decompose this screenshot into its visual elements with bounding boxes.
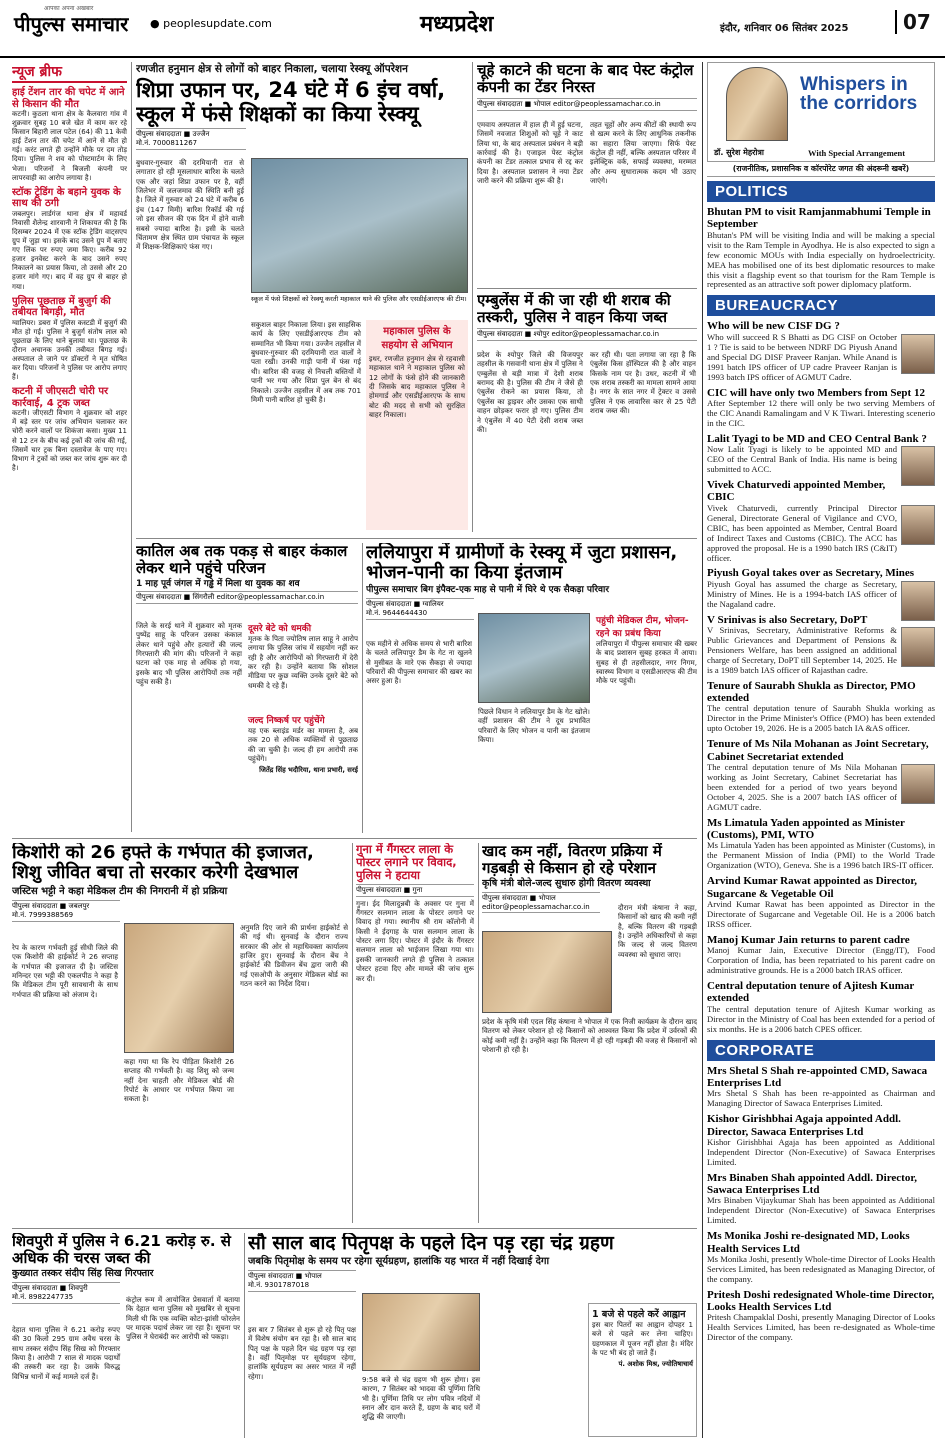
- brief-title-3: पुलिस पूछताछ में बुजुर्ग की तबीयत बिगड़ी, मौत: [12, 295, 111, 319]
- story-headline[interactable]: सौ साल बाद पितृपक्ष के पहले दिन पड़ रहा चंद्र ग्रहण: [248, 1233, 614, 1254]
- story-subhead: जबकि पितृमोक्ष के समय पर रहेगा सूर्यग्रहण, हालांकि यह भारत में नहीं दिखाई देगा: [248, 1256, 550, 1268]
- story-body-2: कर रही थी। पता लगाया जा रहा है कि एंबुलेंस किस हॉस्पिटल की है और वाहन किसके नाम पर है। उधर, कटनी में भी एक शराब तस्करी का मामला सामने आया है। नगर के सात नगर में ट्रेक्टर व उससे पुलिस ने एक लावारिस कार से 25 पेटी शराब जब्त की।: [590, 350, 696, 416]
- bureau-title-7: Tenure of Saurabh Shukla as Director, PMO extended: [707, 679, 916, 705]
- brief-body-3: ग्वालियर। डबरा में पुलिस कस्टडी में बुजुर्ग की मौत हो गई। पुलिस ने बुजुर्ग संतोष लाल को पूछताछ के लिए थाने बुलाया था। पूछताछ के दौरान अचानक उनकी तबीयत बिगड़ गई। अस्पताल ले जाने पर डॉक्टरों ने मृत घोषित कर दिया। परिजनों ने पुलिस पर आरोप लगाए हैं।: [12, 318, 127, 382]
- story-eclipse: [248, 1233, 697, 1438]
- story-kicker: रणजीत हनुमान क्षेत्र से लोगों को बाहर निकाला, चलाया रेस्क्यू ऑपरेशन: [136, 63, 408, 75]
- news-brief: [12, 62, 127, 832]
- story-byline: पीपुल्स संवाददाता ■ उज्जैन मो.नं. 7000811267: [136, 128, 246, 150]
- story-body-2: कंट्रोल रूम में आयोजित प्रेसवार्ता में बताया कि देहात थाना पुलिस को मुखबिर से सूचना मिली थी कि एक व्यक्ति कोटा-झांसी फोरलेन पर मादक पदार्थ लेकर जा रहा है। सूचना पर पुलिस ने घेराबंदी कर आरोपी को पकड़ा।: [126, 1295, 240, 1342]
- box-title: पहुंची मेडिकल टीम, भोजन-रहने का प्रबंध किया: [596, 616, 689, 639]
- globe-icon: ●: [150, 17, 160, 30]
- box-by: पं. अशोक मिश्र, ज्योतिषाचार्य: [618, 1360, 693, 1369]
- brief-title-4: कटनी में जीएसटी चोरी पर कार्रवाई, 4 ट्रक जब्त: [12, 386, 109, 409]
- ritual-photo: [362, 1293, 480, 1371]
- masthead: [0, 0, 945, 58]
- whispers-ribbon: (राजनीतिक, प्रशासनिक व कॉरपोरेट जगत की अंदरूनी खबरें): [707, 162, 935, 177]
- story-headline[interactable]: ललियापुरा में ग्रामीणों के रेस्क्यू में जुटा प्रशासन, भोजन-पानी का किया इंतजाम: [366, 543, 678, 584]
- story-body-1: प्रदेश के श्योपुर जिले की विजयपुर तहसील के गसवानी थाना क्षेत्र में पुलिस ने एम्बुलेंस से बड़ी मात्रा में देशी शराब बरामद की है। पुलिस की टीम ने जैसे ही एंबुलेंस रोकने का प्रयास किया, तो एंबुलेंस का ड्राइवर और उसका एक साथी वाहन छोड़कर फरार हो गए। पुलिस टीम ने एंबुलेंस में 40 पेटी देसी शराब जब्त की।: [477, 350, 583, 434]
- story-byline: पीपुल्स संवाददाता ■ भोपाल मो.नं. 9301787018: [248, 1270, 356, 1292]
- story-body-1: जिले के सरई थाने में शुक्रवार को मृतक पुष्पेंद्र साहू के परिजन उसका कंकाल लेकर थाने पहुंचे और हत्यारों की जल्द गिरफ्तारी की मांग की। परिजनों ने कहा घटना को एक माह से अधिक हो गया, इसके बाद भी पुलिस आरोपियों तक नहीं पहुंच सकी है।: [136, 621, 242, 687]
- story-pest-control: [477, 62, 697, 287]
- story-body-1: देहात थाना पुलिस ने 6.21 करोड़ रुपए की 30 किलो 295 ग्राम अवैध चरस के साथ तस्कर संदीप सिंह सिख को गिरफ्तार किया है। आरोपी 7 साल से मादक पदार्थों की तस्करी कर रहा है। उसके विरुद्ध विभिन्न थानों में कई मामले दर्ज हैं।: [12, 1325, 120, 1381]
- story-body-2: सकुशल बाहर निकाला लिया। इस साहसिक कार्य के लिए एसडीईआरएफ टीम को सम्मानित भी किया गया। उज्जैन तहसील में बुधवार-गुरुवार की दरमियानी रात वालों ने पता रखी। उनकी गाड़ी पानी में फंस गई थी। बारिश की वजह से निचली बस्तियों में पानी भर गया और शिप्रा पुल बेन से बंद निकाले। उज्जैन तहसील में अब तक 701 मिमी पानी बारिश हो चुकी है।: [251, 320, 361, 404]
- story-subhead: पीपुल्स समाचार बिग इंपैक्ट-एक माह से पानी में घिरे थे एक सैकड़ा परिवार: [366, 585, 610, 596]
- sidebar-box: [366, 320, 468, 530]
- story-byline: पीपुल्स संवाददाता ■ जबलपुर मो.नं. 7999388569: [12, 900, 120, 922]
- officer-thumb: [901, 505, 935, 545]
- story-body-1: एमवाय अस्पताल में हाल ही में हुई घटना, जिसमें नवजात शिशुओं को चूहे ने काट लिया था, के बाद अस्पताल प्रबंधन ने बड़ी कार्रवाई की है। एजाइल पेस्ट कंट्रोल कंपनी का टेंडर तत्काल प्रभाव से रद्द कर दिया है। अस्पताल प्रशासन ने नया टेंडर जारी करने की प्रक्रिया शुरू की है।: [477, 120, 583, 186]
- brief-title-2: स्टॉक ट्रेडिंग के बहाने युवक के साथ की ठगी: [12, 186, 121, 210]
- story-body-2: 9:58 बजे से चंद्र ग्रहण भी शुरू होगा। इस कारण, 7 सितंबर को भादवा की पूर्णिमा तिथि भी है। पूर्णिमा तिथि पर लोग पवित्र नदियों में स्नान और दान करते हैं, ग्रहण के बाद घरों में शुद्धि की जाएगी।: [362, 1375, 480, 1422]
- bureau-body-9: Ms Limatula Yaden has been appointed as Minister (Customs), in the Permanent Mission of India (PMI) to the World Trade Organization (WTO), Geneva. She is a 1996 batch IRS-IT officer.: [707, 840, 935, 871]
- story-body-1: बुधवार-गुरुवार की दरमियानी रात से लगातार हो रही मूसलाधार बारिश के चलते एक और जहां शिप्रा उफान पर है, वहीं जिलेभर में जलजमाव की स्थिति बनी हुई है। जिले में गुरुवार को 24 घंटे में करीब 6 इंच (147 मिमी) बारिश रिकॉर्ड की गई जो इस सीजन की एक दिन में होने वाली सबसे ज्यादा बारिश है। इसी के चलते चिंतामण क्षेत्र स्थित ग्राम पंचायत के स्कूल में शिक्षक-शिक्षिकाएं फंस गए।: [136, 158, 244, 252]
- astro-box: [588, 1303, 697, 1437]
- story-guna: [356, 843, 474, 1223]
- bureau-title-4: Vivek Chaturvedi appointed Member, CBIC: [707, 479, 886, 504]
- politics-body-1: Bhutan's PM will be visiting India and will be making a special visit to the Ram Temple in Ayodhya. He is also expected to sign a few economic MOUs with India especially on hydroelectricity. MEA has mobilised one of its best diplomatic resources to make this visit a flagship event so that tourism for the Ram Temple is represented as an attractive soft power diplomacy platform.: [707, 229, 935, 290]
- story-byline: पीपुल्स संवाददाता ■ गुना: [356, 884, 474, 897]
- brief-body-4: कटनी। जीएसटी विभाग ने शुक्रवार को शहर में बड़े स्तर पर जांच अभियान चलाकर कर चोरी करने वालों पर शिकंजा कसा। मुख्य 11 से 12 टन के बीच कई ट्रकों की जांच की गई, जिसमें चार ट्रक बिना दस्तावेज के पाए गए। विभाग ने ट्रकों को जब्त कर जांच शुरू कर दी है।: [12, 409, 127, 472]
- officer-thumb: [901, 334, 935, 374]
- quote-title: जल्द निष्कर्ष पर पहुंचेंगे: [248, 716, 325, 726]
- story-body-1: प्रदेश के कृषि मंत्री एदल सिंह कंषाना ने भोपाल में एक निजी कार्यक्रम के दौरान खाद वितरण को लेकर परेशान हो रहे किसानों को आश्वस्त किया कि प्रदेश में उर्वरकों की कोई कमी नहीं है। उन्होंने कहा कि वितरण में हो रही गड़बड़ी की वजह से किसानों को परेशानी हो रही है।: [482, 1017, 697, 1055]
- whispers-column: [707, 62, 935, 1442]
- story-fertilizer: [482, 843, 697, 1223]
- side-box-threat: [248, 621, 358, 711]
- brief-title-1: हाई टेंशन तार की चपेट में आने से किसान की मौत: [12, 87, 125, 110]
- arrangement-note: With Special Arrangement: [808, 148, 906, 158]
- story-headline[interactable]: गुना में गैंगस्टर लाला के पोस्टर लगाने पर विवाद, पुलिस ने हटाया: [356, 843, 457, 882]
- bureau-body-1: Who will succeed R S Bhatti as DG CISF on October 1 ? Tie is said to be between NDRF DG Piyush Anand and Special DG DISF Praveer Ranjan. While Anand is 1991 batch IPS officer of UP cadre Praveer Ranjan is 1993 batch IPS officer of AGMUT Cadre.: [707, 333, 935, 383]
- corp-title-4: Ms Monika Joshi re-designated MD, Looks Health Services Ltd: [707, 1230, 910, 1255]
- bureau-title-2: CIC will have only two Members from Sept 12: [707, 386, 925, 399]
- story-lalitpura: [366, 543, 697, 833]
- quote-body: यह एक ब्लाइंड मर्डर का मामला है, अब तक 20 से अधिक व्यक्तियों से पूछताछ की जा चुकी है। जल्द ही हम आरोपी तक पहुंचेंगे।: [248, 726, 358, 764]
- bureau-title-10: Arvind Kumar Rawat appointed as Director, Sugarcane & Vegetable Oil: [707, 875, 918, 900]
- officer-thumb: [901, 627, 935, 667]
- bureau-title-11: Manoj Kumar Jain returns to parent cadre: [707, 933, 910, 946]
- corp-body-3: Mrs Binaben Vijaykumar Shah has been appointed as Additional Independent Director (Non-Executive) of Sawaca Enterprises Limited.: [707, 1195, 935, 1226]
- bureau-body-10: Arvind Kumar Rawat has been appointed as Director in the Directorate of Sugarcane and Vegetable Oil. He is a 2006 batch IRSS officer.: [707, 899, 935, 929]
- story-byline: पीपुल्स संवाददाता ■ ग्वालियर मो.नं. 9644644430: [366, 598, 474, 620]
- quote-box: [248, 713, 358, 831]
- story-byline: पीपुल्स संवाददाता ■ भोपाल editor@peoplessamachar.co.in: [477, 98, 697, 111]
- photo-caption: स्कूल में फंसे शिक्षकों को रेस्क्यू करती महाकाल थाने की पुलिस और एसडीईआरएफ की टीम।: [251, 295, 467, 303]
- section-title: मध्यप्रदेश: [420, 12, 494, 37]
- officer-thumb: [901, 764, 935, 804]
- corp-body-4: Ms Monika Joshi, presently Whole-time Director of Looks Health Services Limited, has been redesignated as Managing Director, of the company.: [707, 1253, 935, 1284]
- minister-photo: [482, 931, 612, 1013]
- bureau-body-11: Manoj Kumar Jain, Executive Director (Engg/IT), Food Corporation of India, has been repatriated to his parent cadre on administrative grounds. He is a 2000 batch IRAS officer.: [707, 945, 935, 976]
- story-subhead: जस्टिस भट्टी ने कहा मेडिकल टीम की निगरानी में हो प्रक्रिया: [12, 886, 228, 898]
- story-headline[interactable]: कातिल अब तक पकड़ से बाहर कंकाल लेकर थाने पहुंचे परिजन: [136, 543, 348, 577]
- village-photo: [478, 613, 590, 703]
- page-number: 07: [895, 10, 931, 34]
- story-headline[interactable]: खाद कम नहीं, वितरण प्रक्रिया में गड़बड़ी से किसान हो रहे परेशान: [482, 843, 662, 877]
- corp-title-3: Mrs Binaben Shah appointed Addl. Director, Sawaca Enterprises Ltd: [707, 1171, 917, 1197]
- story-headline[interactable]: चूहे काटने की घटना के बाद पेस्ट कंट्रोल कंपनी का टेंडर निरस्त: [477, 62, 694, 96]
- corp-title-5: Pritesh Doshi redesignated Whole-time Director, Looks Health Services Ltd: [707, 1288, 935, 1314]
- corp-title-2: Kishor Girishbhai Agaja appointed Addl. Director, Sawaca Enterprises Ltd: [707, 1113, 901, 1138]
- story-shipra: [136, 62, 468, 532]
- bureau-title-12: Central deputation tenure of Ajitesh Kumar extended: [707, 980, 915, 1005]
- corp-body-1: Mrs Shetal S Shah has been re-appointed as Chairman and Managing Director of Sawaca Enterprises Limited.: [707, 1088, 935, 1109]
- box-body: इधर, रणजीत हनुमान क्षेत्र से रहवासी महाकाल थाने ने महाकाल पुलिस को 12 लोगों के फंसे होने की जानकारी दी जिसके बाद महाकाल पुलिस ने होमगार्ड और एसडीईआरएफ के साथ बोट की मदद से सभी को सुरक्षित बाहर निकाला।: [369, 354, 465, 420]
- rescue-photo: [251, 158, 468, 293]
- brief-label: न्यूज ब्रीफ: [12, 62, 127, 83]
- section-bureaucracy: BUREAUCRACY: [707, 295, 935, 316]
- court-photo: [124, 923, 234, 1053]
- story-subhead: कुख्यात तस्कर संदीप सिंह सिख गिरफ्तार: [12, 1267, 154, 1279]
- story-headline[interactable]: शिप्रा उफान पर, 24 घंटे में 6 इंच वर्षा, स्कूल में फंसे शिक्षकों का किया रेस्क्यू: [136, 78, 446, 126]
- corp-body-2: Kishor Girishbhai Agaja has been appointed as Additional Independent Director (Non-Executive) of Sawaca Enterprises Limited.: [707, 1136, 935, 1167]
- story-byline: पीपुल्स संवाददाता ■ भोपाल editor@peoplessamachar.co.in: [482, 892, 600, 913]
- columnist-name: डॉ. सुरेश मेहरोत्रा: [714, 148, 764, 157]
- story-body-2: कहा गया था कि रेप पीड़िता किशोरी 26 सप्ताह की गर्भवती है। वह शिशु को जन्म नहीं देना चाहती और मेडिकल बोर्ड की रिपोर्ट के आधार पर गर्भपात किया जा सकता है।: [124, 1057, 234, 1104]
- story-body-2: दौरान मंत्री कंषाना ने कहा, किसानों को खाद की कमी नहीं है, बल्कि वितरण की गड़बड़ी है। उन्होंने अधिकारियों से कहा कि जल्द से जल्द वितरण व्यवस्था को सुधारा जाए।: [618, 903, 697, 959]
- medical-box: [596, 613, 697, 831]
- story-byline: पीपुल्स संवाददाता ■ सिंगरौली editor@peoplessamachar.co.in: [136, 591, 358, 604]
- politics-title-1: Bhutan PM to visit Ramjanmabhumi Temple in September: [707, 206, 931, 231]
- officer-thumb: [901, 446, 935, 486]
- website-link[interactable]: ● peoplesupdate.com: [150, 17, 272, 30]
- officer-thumb: [901, 581, 935, 621]
- whispers-title: Whispers in the corridors: [800, 74, 918, 114]
- section-politics: POLITICS: [707, 181, 935, 202]
- bureau-body-7: The central deputation tenure of Saurabh Shukla working as Director in the Prime Minister's Office (PMO) has been extended upto October 19, 2026. He is a 2005 batch IA &AS officer.: [707, 703, 935, 734]
- story-body-1: रेप के कारण गर्भवती हुई सीधी जिले की एक किशोरी की हाईकोर्ट ने 26 सप्ताह के गर्भपात की इजाजत दी है। जस्टिस मनिन्दर एस भट्टी की एकलपीठ ने कहा है कि मेडिकल टीम पूरी सावधानी के साथ गर्भपात की प्रक्रिया को अंजाम दे।: [12, 943, 118, 999]
- corp-body-5: Pritesh Champaklal Doshi, presently Managing Director of Looks Health Services Limited, has been re-designated as Whole-time Director of the company.: [707, 1312, 935, 1343]
- story-pregnancy: [12, 843, 348, 1223]
- story-body-3: अनुमति दिए जाने की प्रार्थना हाईकोर्ट से की गई थी। सुनवाई के दौरान राज्य सरकार की ओर से महाधिवक्ता कार्यालय हाजिर हुए। सुनवाई के दौरान बेंच ने हाईकोर्ट की डिवीजन बेंच द्वारा जारी की गई एसओपी के अनुसार मेडिकल बोर्ड का गठन करने का निर्देश दिया।: [240, 923, 348, 989]
- box-body: ललियापुरा में पीपुल्स समाचार की खबर के बाद प्रशासन सुबह हरकत में आया। सुबह से ही तहसीलदार, नगर निगम, स्वास्थ्य विभाग व एसडीआरएफ की टीम मौके पर पहुंची।: [596, 639, 697, 686]
- bureau-title-8: Tenure of Ms Nila Mohanan as Joint Secretary, Cabinet Secretariat extended: [707, 738, 929, 763]
- bureau-title-1: Who will be new CISF DG ?: [707, 320, 840, 333]
- story-body: गुना। ईद मिलादुन्नबी के अवसर पर गुना में गैंगस्टर सलमान लाला के पोस्टर लगाने पर विवाद हो गया। स्थानीय श्री राम कॉलोनी में किसी ने ईदगाह के पास सलमान लाला के पोस्टर लगा दिए। पोस्टर में इंदौर के गैंगस्टर सलमान लाला को भाईजान लिखा गया था। इसकी जानकारी लगते ही पुलिस ने तत्काल पोस्टर हटवा दिए और मामले की जांच शुरू कर दी।: [356, 898, 474, 983]
- story-headline[interactable]: किशोरी को 26 हफ्ते के गर्भपात की इजाजत, शिशु जीवित बचा तो सरकार करेगी देखभाल: [12, 843, 314, 884]
- bureau-body-2: After September 12 there will only be two serving Members of the CIC Anandi Ramalingam and V K Tiwari. Interesting scenerio in the CIC.: [707, 397, 935, 428]
- box-title: महाकाल पुलिस के सहयोग से अभियान: [381, 326, 453, 351]
- box-body: इस बार पितरों का आह्वान दोपहर 1 बजे से पहले कर लेना चाहिए। ग्रहणकाल में पूजन नहीं होता है। मंदिर के पट भी बंद हो जाते हैं।: [592, 1320, 693, 1358]
- bureau-body-12: The central deputation tenure of Ajitesh Kumar working as Director in the Ministry of Coal has been extended for a period of six months. He is a 2006 batch CPES officer.: [707, 1003, 935, 1034]
- box-body: मृतक के पिता ज्योतिष लाल साहू ने आरोप लगाया कि पुलिस जांच में सहयोग नहीं कर रही है और आरोपियों को गिरफ्तारी में देरी कर रही है। उन्होंने बताया कि सोशल मीडिया पर कुछ व्यक्ति उनके दूसरे बेटे को धमकी दे रहे हैं।: [248, 634, 358, 690]
- whispers-header: [707, 62, 935, 162]
- columnist-photo: [726, 67, 788, 141]
- tagline: आपका अपना अखबार: [44, 5, 94, 12]
- story-byline: पीपुल्स संवाददाता ■ शिवपुरी मो.नं. 8982247735: [12, 1282, 120, 1304]
- bureau-body-6: V Srinivas, Secretary, Administrative Reforms & Public Grievances and Department of Pensions & Pensioners Welfare, has been assigned an additional charge of Secretary, DoPT till September 14, 2025. He is a 1989 batch IAS officer of Rajasthan cadre.: [707, 626, 935, 676]
- section-corporate: CORPORATE: [707, 1040, 935, 1061]
- brief-body-1: कटनी। कुठला थाना क्षेत्र के कैलवारा गांव में शुक्रवार सुबह 10 बजे खेत में काम कर रहे किसान बिहारी लाल पटेल (64) की 11 केवी हाई टेंशन तार की चपेट में आने से मौत हो गई। करंट लगते ही उन्होंने मौके पर दम तोड़ दिया। पुलिस ने शव को पोस्टमार्टम के लिए भेजा। परिजनों ने बिजली कंपनी पर लापरवाही का आरोप लगाया है।: [12, 110, 127, 182]
- story-skeleton: [136, 543, 358, 833]
- dateline: इंदौर, शनिवार 06 सितंबर 2025: [720, 23, 849, 34]
- box-title: दूसरे बेटे को धमकी: [248, 624, 312, 634]
- bureau-body-4: Vivek Chaturvedi, currently Principal Director General, Directorate General of Vigilance and CVO, CBIC, has been appointed as Member, Central Board of Indirect Taxes and Customs (CBIC). The ACC has approved the proposal. He is a 1990 batch IRS (C&IT) officer.: [707, 504, 935, 564]
- bureau-body-3: Now Lalit Tyagi is likely to be appointed MD and CEO of the Central Bank of India. His name is being submitted to ACC.: [707, 445, 935, 475]
- story-body-2: पिछले विधान ने ललियापुर डैम के गेट खोले। वहीं प्रशासन की टीम ने दूध प्रभावित परिवारों के लिए भोजन व पानी का इंतजाम किया।: [478, 707, 590, 745]
- logo[interactable]: पीपुल्स समाचार: [14, 12, 129, 36]
- story-headline[interactable]: शिवपुरी में पुलिस ने 6.21 करोड़ रु. से अधिक की चरस जब्त की: [12, 1233, 231, 1267]
- story-ambulance: [477, 292, 697, 532]
- story-subhead: कृषि मंत्री बोले-जल्द सुधारु होगी वितरण व्यवस्था: [482, 877, 651, 889]
- story-byline: पीपुल्स संवाददाता ■ श्योपुर editor@peoplessamachar.co.in: [477, 328, 697, 341]
- bureau-title-9: Ms Limatula Yaden appointed as Minister (Customs), PMI, WTO: [707, 816, 905, 842]
- corp-title-1: Mrs Shetal S Shah re-appointed CMD, Sawaca Enterprises Ltd: [707, 1064, 928, 1089]
- story-charas: [12, 1233, 240, 1438]
- bureau-title-6: V Srinivas is also Secretary, DoPT: [707, 613, 868, 626]
- bureau-body-8: The central deputation tenure of Ms Nila Mohanan working as Joint Secretary, Cabinet Secretariat has been extended for a period of two years beyond October 4, 2025. She is a 2007 batch IAS officer of AGMUT cadre.: [707, 763, 935, 813]
- story-body-2: तहत चूहों और अन्य कीटों की स्थायी रूप से खत्म करने के लिए आधुनिक तकनीक का सहारा लिया जाएगा। सिर्फ पेस्ट कंट्रोल ही नहीं, बल्कि अस्पताल परिसर में इलेक्ट्रिक वर्क, सफाई व्यवस्था, मरम्मत और अन्य सुधारात्मक कदम भी उठाए जाएंगे।: [590, 120, 696, 186]
- bureau-title-5: Piyush Goyal takes over as Secretary, Mines: [707, 567, 915, 580]
- box-title: 1 बजे से पहले करें आह्वान: [592, 1309, 686, 1320]
- story-body-1: इस बार 7 सितंबर से शुरू हो रहे पितृ पक्ष में विशेष संयोग बन रहा है। सौ साल बाद पितृ पक्ष के पहले दिन चंद्र ग्रहण पड़ रहा है। वहीं पितृमोक्ष पर सूर्यग्रहण रहेगा, हालांकि सूर्यग्रहण का असर भारत में नहीं रहेगा।: [248, 1325, 356, 1381]
- story-headline[interactable]: एम्बुलेंस में की जा रही थी शराब की तस्करी, पुलिस ने वाहन किया जब्त: [477, 292, 671, 326]
- brief-body-2: जबलपुर। लार्डगंज थाना क्षेत्र में महावर्ड निवासी शैलेन्द्र शारवानी ने शिकायत की है कि दिसम्बर 2024 में एक स्टॉक ट्रेडिंग वाट्सएप ग्रुप में जुड़ा था। इसके बाद उसने ग्रुप में बताए गए लिंक पर रुपए जमा किए। करीब 92 हजार इनवेस्ट करने के बाद उसने रुपए निकालने का प्रयास किया, तो उससे और 20 हजार मांगे गए। बाद में वह ग्रुप से बाहर हो गया।: [12, 209, 127, 291]
- bureau-title-3: Lalit Tyagi to be MD and CEO Central Bank ?: [707, 432, 927, 445]
- bureau-body-5: Piyush Goyal has assumed the charge as Secretary, Ministry of Mines. He is a 1994-batch IAS officer of the Nagaland cadre.: [707, 580, 935, 610]
- quote-by: जितेंद्र सिंह भदौरिया, थाना प्रभारी, सरई: [259, 766, 358, 775]
- story-body-1: एक महीने से अधिक समय से भारी बारिश के चलते ललियापुर डैम के गेट ना खुलने से मुसीबत के मारे एक सैकड़ा से ज्यादा परिवारों की पीपुल्स समाचार की खबर का असर हुआ है।: [366, 639, 472, 686]
- story-subhead: 1 माह पूर्व जंगल में गड्ढे में मिला था युवक का शव: [136, 578, 300, 589]
